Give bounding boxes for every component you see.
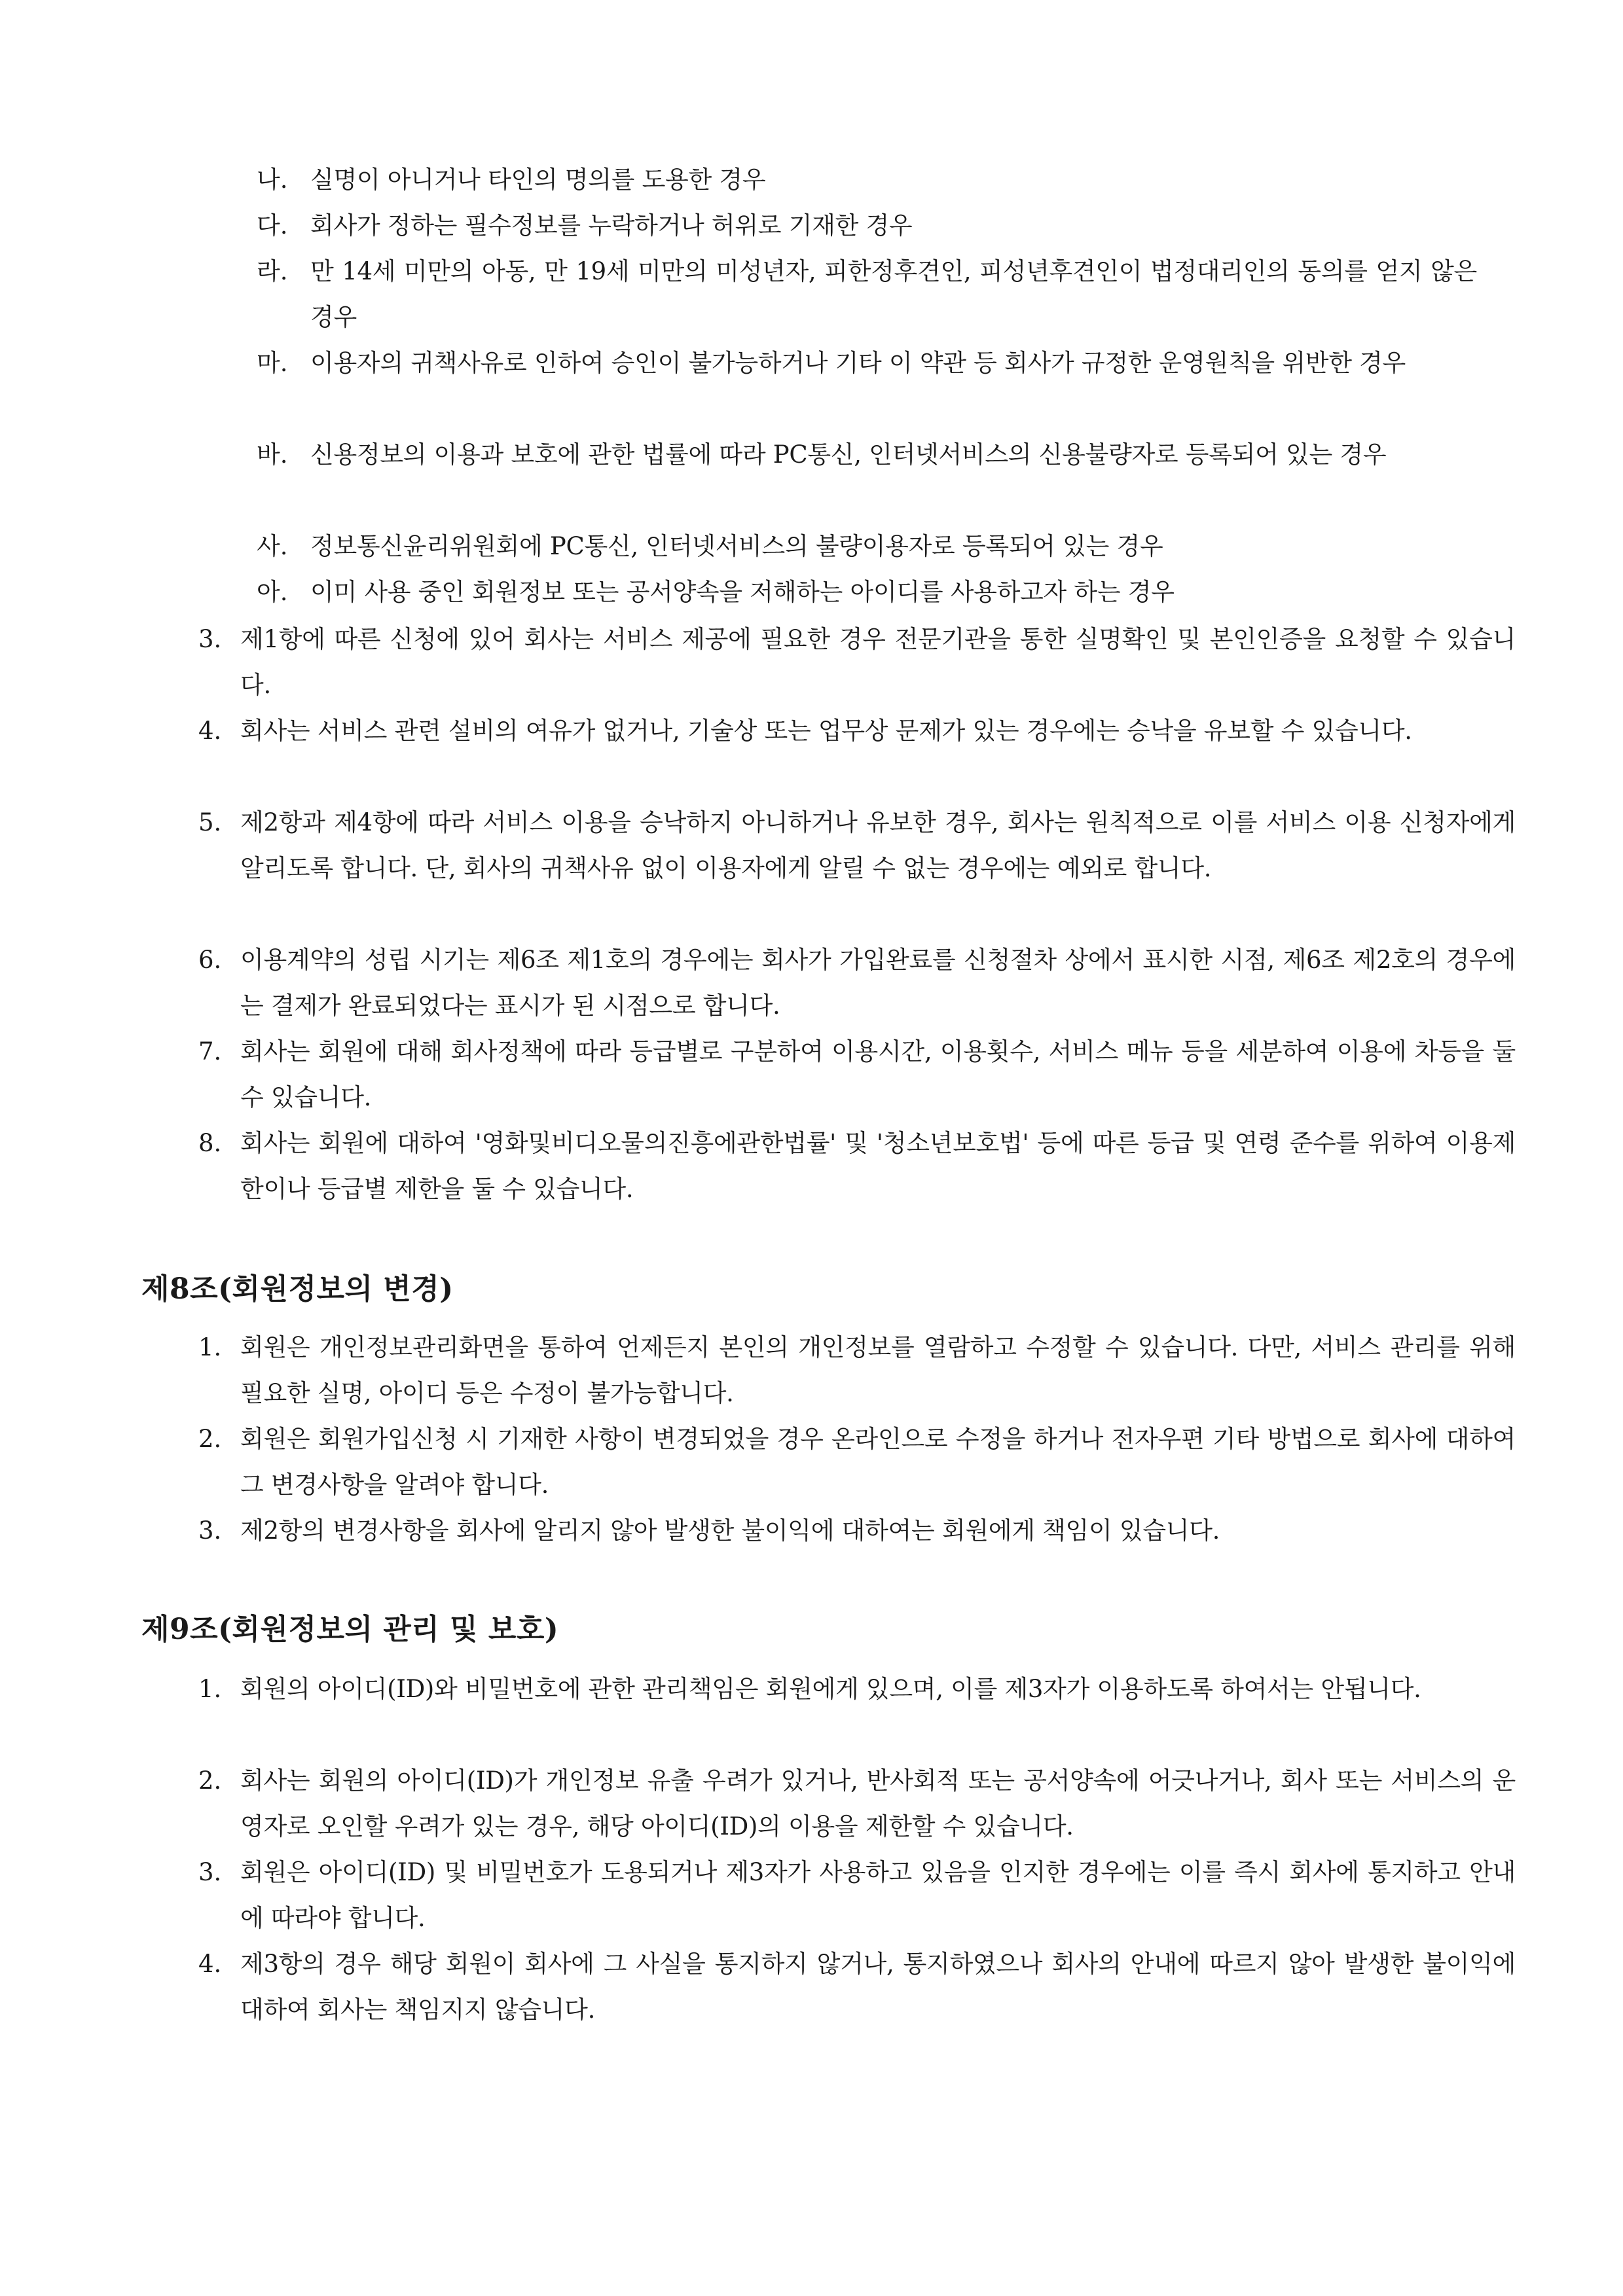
list-marker: 6. [198,946,222,974]
list-text: 제2항과 제4항에 따라 서비스 이용을 승낙하지 아니하거나 유보한 경우, 회사는 원칙적으로 이를 서비스 이용 신청자에게 알리도록 합니다. 단, 회사의 귀책사유 없이 이용자에게 알릴 수 없는 경우에는 예외로 합니다. [240,808,1516,882]
list-text: 제3항의 경우 해당 회원이 회사에 그 사실을 통지하지 않거나, 통지하였으나 회사의 안내에 따르지 않아 발생한 불이익에 대하여 회사는 책임지지 않습니다. [240,1950,1516,2024]
list-marker: 바. [257,440,288,469]
list-marker: 다. [257,211,288,240]
list-text: 정보통신윤리위원회에 PC통신, 인터넷서비스의 불량이용자로 등록되어 있는 경우 [310,532,1163,560]
list-marker: 마. [257,349,288,377]
list-marker: 7. [198,1037,222,1066]
list-marker: 4. [198,1950,222,1978]
list-text: 실명이 아니거나 타인의 명의를 도용한 경우 [310,166,766,194]
list-text: 이미 사용 중인 회원정보 또는 공서양속을 저해하는 아이디를 사용하고자 하는 경우 [310,578,1175,606]
list-marker: 3. [198,1516,222,1545]
list-marker: 4. [198,717,222,745]
list-marker: 3. [198,1858,222,1886]
list-text: 제2항의 변경사항을 회사에 알리지 않아 발생한 불이익에 대하여는 회원에게 책임이 있습니다. [240,1516,1220,1545]
list-text: 회원은 개인정보관리화면을 통하여 언제든지 본인의 개인정보를 열람하고 수정할 수 있습니다. 다만, 서비스 관리를 위해 필요한 실명, 아이디 등은 수정이 불가능합니다. [240,1333,1516,1407]
list-marker: 2. [198,1767,222,1795]
list-text: 회원의 아이디(ID)와 비밀번호에 관한 관리책임은 회원에게 있으며, 이를 제3자가 이용하도록 하여서는 안됩니다. [240,1675,1421,1703]
list-marker: 사. [257,532,288,560]
list-marker: 8. [198,1129,222,1157]
list-text: 이용자의 귀책사유로 인하여 승인이 불가능하거나 기타 이 약관 등 회사가 규정한 운영원칙을 위반한 경우 [310,349,1406,377]
list-text: 회사는 회원에 대해 회사정책에 따라 등급별로 구분하여 이용시간, 이용횟수, 서비스 메뉴 등을 세분하여 이용에 차등을 둘 수 있습니다. [240,1037,1516,1111]
list-marker: 3. [198,625,222,653]
list-text: 이용계약의 성립 시기는 제6조 제1호의 경우에는 회사가 가입완료를 신청절차 상에서 표시한 시점, 제6조 제2호의 경우에는 결제가 완료되었다는 표시가 된 시점으로 합니다. [240,946,1516,1020]
list-marker: 나. [257,166,288,194]
list-marker: 라. [257,257,288,285]
list-marker: 1. [198,1333,222,1361]
list-text: 만 14세 미만의 아동, 만 19세 미만의 미성년자, 피한정후견인, 피성년후견인이 법정대리인의 동의를 얻지 않은 경우 [310,257,1477,331]
list-text: 회사가 정하는 필수정보를 누락하거나 허위로 기재한 경우 [310,211,913,240]
list-text: 회원은 회원가입신청 시 기재한 사항이 변경되었을 경우 온라인으로 수정을 하거나 전자우편 기타 방법으로 회사에 대하여 그 변경사항을 알려야 합니다. [240,1425,1516,1499]
list-text: 회사는 서비스 관련 설비의 여유가 없거나, 기술상 또는 업무상 문제가 있는 경우에는 승낙을 유보할 수 있습니다. [240,717,1412,745]
list-text: 신용정보의 이용과 보호에 관한 법률에 따라 PC통신, 인터넷서비스의 신용불량자로 등록되어 있는 경우 [310,440,1387,469]
section-heading: 제8조(회원정보의 변경) [141,1272,454,1306]
list-text: 회원은 아이디(ID) 및 비밀번호가 도용되거나 제3자가 사용하고 있음을 인지한 경우에는 이를 즉시 회사에 통지하고 안내에 따라야 합니다. [240,1858,1516,1932]
list-marker: 1. [198,1675,222,1703]
list-marker: 2. [198,1425,222,1453]
list-text: 회사는 회원의 아이디(ID)가 개인정보 유출 우려가 있거나, 반사회적 또는 공서양속에 어긋나거나, 회사 또는 서비스의 운영자로 오인할 우려가 있는 경우, 해당 아이디(ID)의 이용을 제한할 수 있습니다. [240,1767,1516,1840]
section-heading: 제9조(회원정보의 관리 및 보호) [141,1613,559,1646]
list-text: 회사는 회원에 대하여 '영화및비디오물의진흥에관한법률' 및 '청소년보호법' 등에 따른 등급 및 연령 준수를 위하여 이용제한이나 등급별 제한을 둘 수 있습니다. [240,1129,1516,1203]
list-text: 제1항에 따른 신청에 있어 회사는 서비스 제공에 필요한 경우 전문기관을 통한 실명확인 및 본인인증을 요청할 수 있습니다. [240,625,1516,699]
list-marker: 5. [198,808,222,836]
list-marker: 아. [257,578,288,606]
